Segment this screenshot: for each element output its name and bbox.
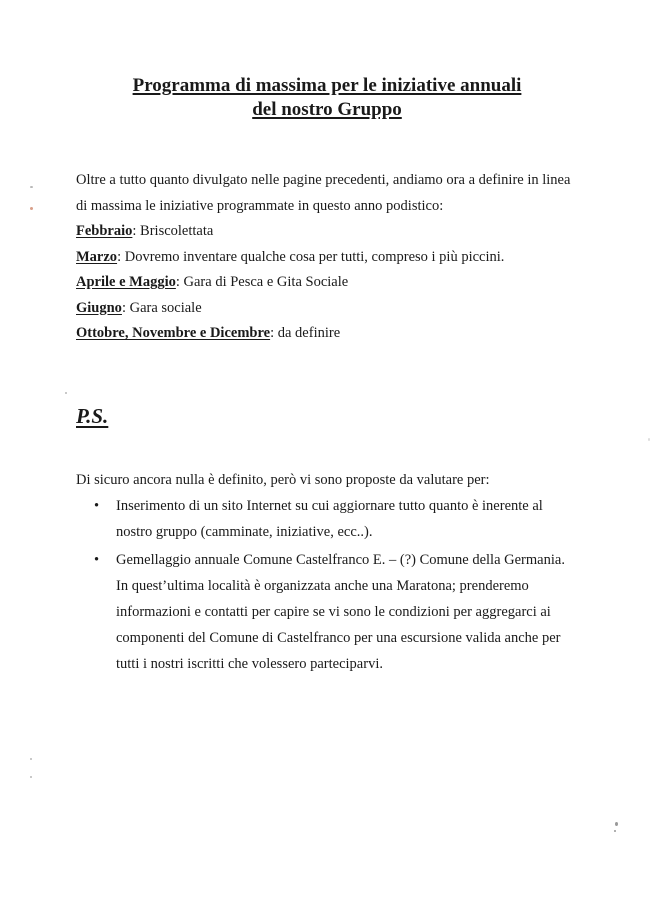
month-label: Giugno — [76, 299, 122, 316]
proposal-item-website — [92, 493, 612, 545]
title-line-2: del nostro Gruppo — [252, 99, 402, 120]
proposal-line: nostro gruppo (camminate, iniziative, ecc..). — [116, 524, 373, 540]
proposal-item-twinning — [92, 547, 612, 677]
scan-speck — [30, 186, 33, 188]
proposal-line: componenti del Comune di Castelfranco per una escursione valida anche per — [116, 630, 561, 646]
month-text: : Gara sociale — [121, 299, 202, 316]
month-label: Marzo — [76, 248, 118, 265]
ps-heading: P.S. — [76, 404, 109, 428]
intro-line-1: Oltre a tutto quanto divulgato nelle pagine precedenti, andiamo ora a definire in linea — [76, 172, 571, 188]
proposal-line: Inserimento di un sito Internet su cui aggiornare tutto quanto è inerente al — [116, 498, 543, 514]
proposal-list — [92, 493, 612, 679]
month-item-aprile-maggio — [76, 270, 596, 296]
month-label: Febbraio — [76, 223, 133, 239]
document-title — [0, 74, 654, 122]
month-text: : Dovremo inventare qualche cosa per tutti, compreso i più piccini. — [117, 248, 505, 265]
bullet-icon: • — [94, 552, 100, 568]
scan-speck — [30, 776, 32, 778]
ps-lead-text: Di sicuro ancora nulla è definito, però vi sono proposte da valutare per: — [76, 472, 490, 488]
scan-speck — [614, 830, 616, 832]
proposal-line: In quest’ultima località è organizzata anche una Maratona; prenderemo — [116, 578, 529, 594]
title-line-1: Programma di massima per le iniziative annuali — [132, 75, 522, 96]
scan-speck — [65, 392, 67, 394]
intro-section — [76, 168, 596, 347]
scan-speck — [648, 438, 650, 441]
proposal-line: tutti i nostri iscritti che volessero parteciparvi. — [116, 656, 383, 672]
scan-speck — [30, 758, 32, 760]
month-text: : Briscolettata — [132, 223, 214, 239]
month-label: Aprile e Maggio — [76, 274, 176, 290]
proposal-line: Gemellaggio annuale Comune Castelfranco E. – (?) Comune della Germania. — [116, 552, 565, 568]
month-item-ottobre-dicembre — [76, 321, 596, 347]
proposal-line: informazioni e contatti per capire se vi sono le condizioni per aggregarci ai — [116, 604, 551, 620]
month-text: : Gara di Pesca e Gita Sociale — [175, 274, 349, 290]
scan-speck — [30, 207, 33, 210]
month-text: : da definire — [270, 325, 341, 341]
month-item-marzo — [76, 245, 596, 271]
month-label: Ottobre, Novembre e Dicembre — [76, 325, 271, 341]
intro-line-2: di massima le iniziative programmate in questo anno podistico: — [76, 197, 444, 214]
month-item-febbraio — [76, 219, 596, 245]
scan-speck — [615, 822, 618, 826]
bullet-icon: • — [94, 498, 100, 514]
month-item-giugno — [76, 296, 596, 322]
